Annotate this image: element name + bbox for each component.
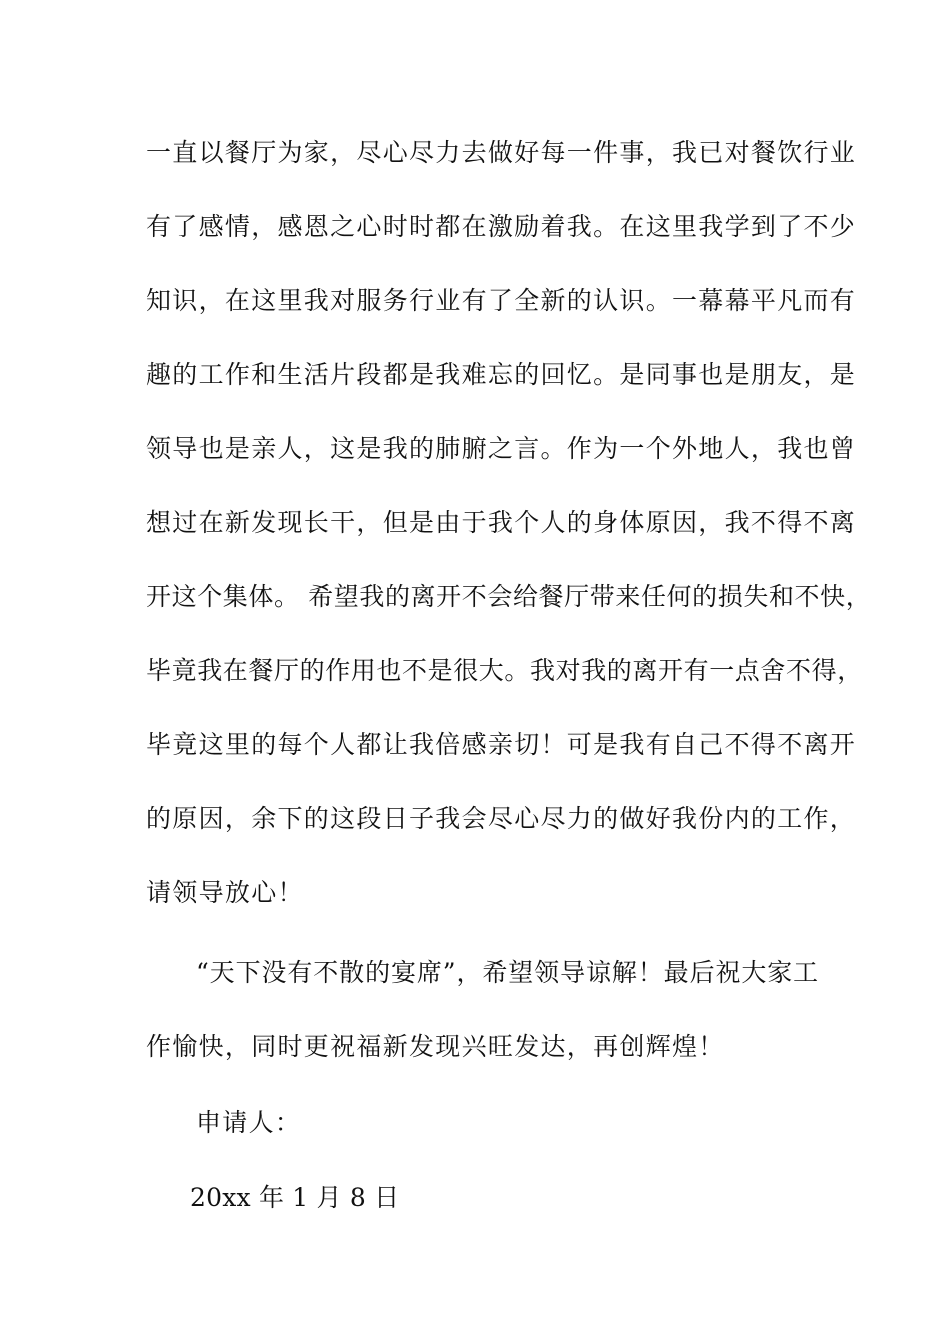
body-line-3: 知识，在这里我对服务行业有了全新的认识。一幕幕平凡而有 (146, 286, 857, 315)
body-line-4: 趣的工作和生活片段都是我难忘的回忆。是同事也是朋友，是 (146, 360, 857, 389)
body-line-6: 想过在新发现长干，但是由于我个人的身体原因，我不得不离 (146, 508, 857, 537)
closing-line-2: 作愉快，同时更祝福新发现兴旺发达，再创辉煌！ (146, 1032, 725, 1061)
applicant-label: 申请人： (196, 1108, 302, 1137)
body-line-2: 有了感情，感恩之心时时都在激励着我。在这里我学到了不少 (146, 212, 857, 241)
body-line-11: 请领导放心！ (146, 878, 304, 907)
body-line-8: 毕竟我在餐厅的作用也不是很大。我对我的离开有一点舍不得， (146, 656, 863, 685)
body-line-1: 一直以餐厅为家，尽心尽力去做好每一件事，我已对餐饮行业 (146, 138, 857, 167)
body-line-9: 毕竟这里的每个人都让我倍感亲切！可是我有自己不得不离开 (146, 730, 857, 759)
body-line-10: 的原因，余下的这段日子我会尽心尽力的做好我份内的工作， (146, 804, 857, 833)
closing-line-1: “天下没有不散的宴席”，希望领导谅解！最后祝大家工 (196, 958, 820, 987)
date-line: 20xx 年 1 月 8 日 (190, 1183, 400, 1212)
body-line-5: 领导也是亲人，这是我的肺腑之言。作为一个外地人，我也曾 (146, 434, 857, 463)
body-line-7: 开这个集体。 希望我的离开不会给餐厅带来任何的损失和不快， (146, 582, 872, 611)
